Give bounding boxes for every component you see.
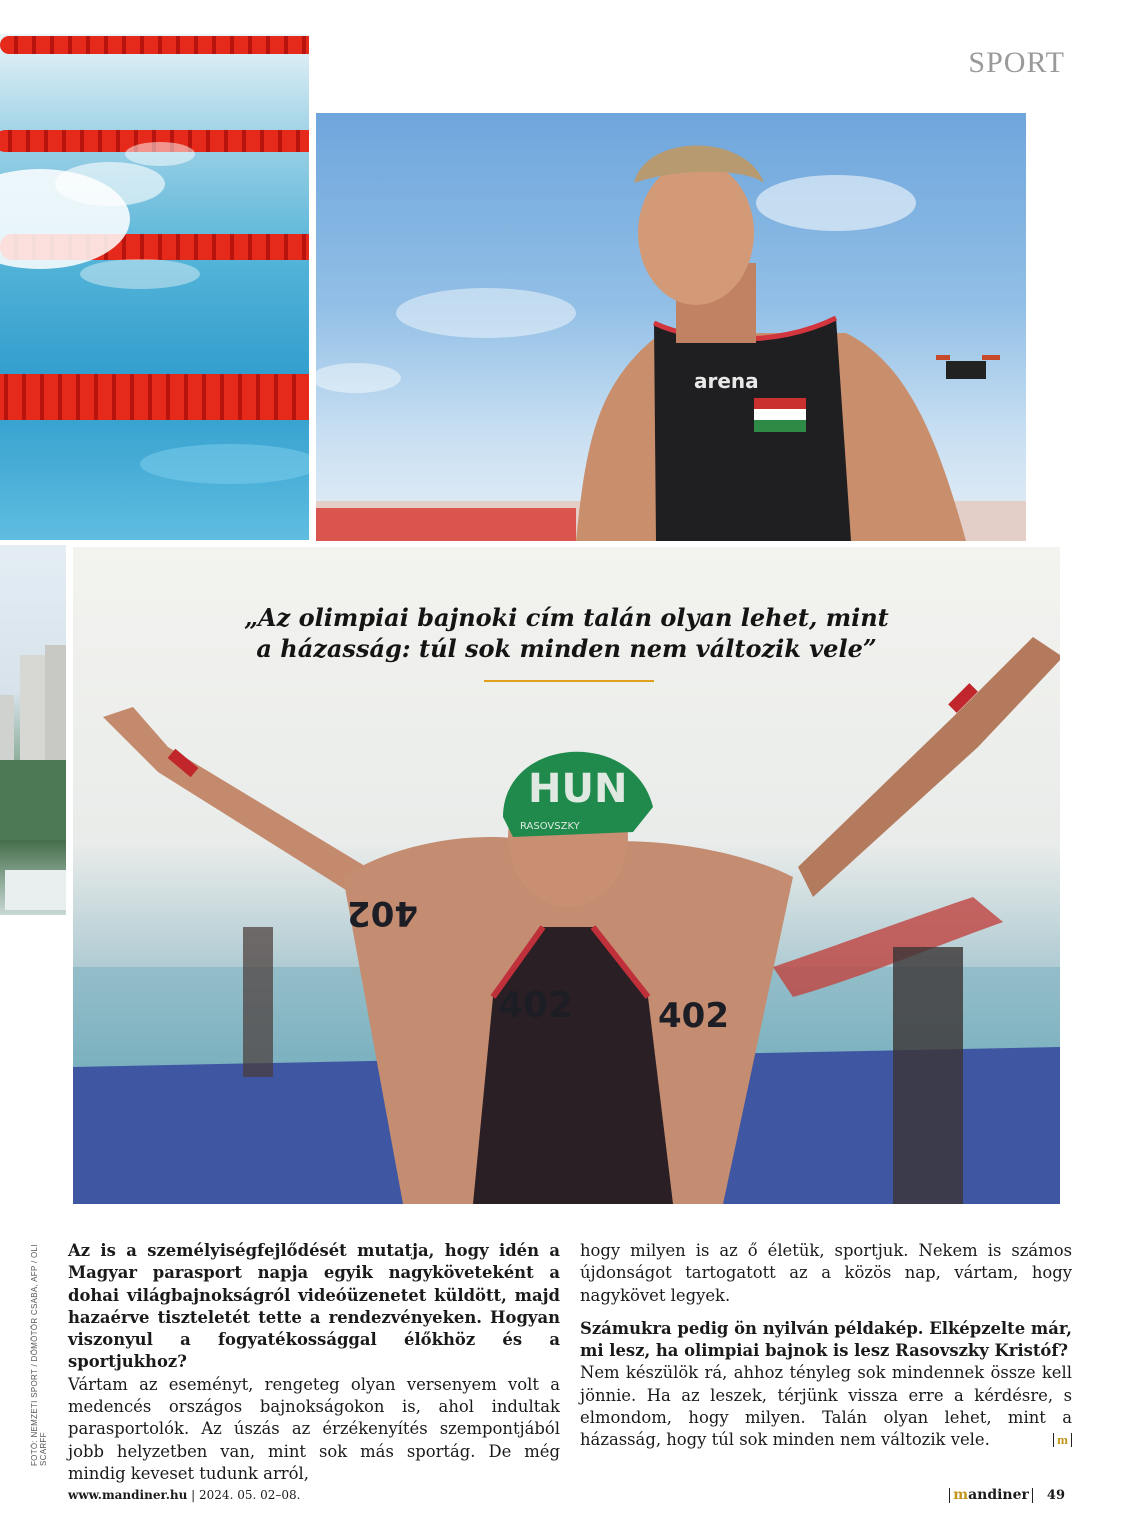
pull-quote-line-2: a házasság: túl sok minden nem változik vele” [256,634,877,663]
strip-illustration [0,545,66,915]
interview-question: Az is a személyiségfejlődését mutatja, hogy idén a Magyar parasport napja egyik nagyköveteként a dohai világbajnokságról videóüzenetet küldött, majd hazaérve tiszteletét tette a rendezvényeken. Hogyan viszonyul a fogyatékossággal élőkhöz és a sportjukhoz? [68,1241,560,1372]
brand-logo-rest: andiner [968,1487,1029,1503]
article-column-right [580,1240,1072,1452]
quote-divider [484,680,654,682]
brand-logo-m: m [953,1487,969,1503]
water-splash [0,34,309,540]
pull-quote [73,602,1060,664]
interview-answer [580,1362,1072,1451]
interview-answer-text: Nem készülök rá, ahhoz tényleg sok mindennek össze kell jönnie. Ha az leszek, térjünk vissza erre a kérdésre, s elmondom, hogy milyen. Talán olyan lehet, mint a házasság, hogy túl sok minden nem változik vele. [580,1363,1072,1450]
back-number-left: 402 [498,985,574,1026]
photo-credit: FOTÓ: NEMZETI SPORT / DÖMÖTÖR CSABA, AFP / OLI SCARFF [30,1244,48,1466]
section-label: SPORT [968,46,1065,79]
pull-quote-line-1: „Az olimpiai bajnoki cím talán olyan lehet, mint [244,603,889,632]
interview-question: Számukra pedig ön nyilván példakép. Elképzelte már, mi lesz, ha olimpiai bajnok is lesz Rasovszky Kristóf? [580,1318,1072,1361]
swimmer-portrait-photo [316,113,1026,541]
swimmer-celebration-photo [73,547,1060,1204]
suit-logo-text: arena [694,369,759,393]
cap-text: HUN [528,766,628,812]
page-number: 49 [1046,1488,1065,1503]
interview-answer-continued: hogy milyen is az ő életük, sportjuk. Nekem is számos újdonságot tartogatott az a közös nap, vártam, hogy nagykövet legyek. [580,1241,1072,1305]
pool-photo [0,34,309,540]
cap-name-text: RASOVSZKY [520,821,580,832]
footer-url: www.mandiner.hu [68,1488,188,1502]
back-number-right: 402 [658,996,729,1036]
arm-number: 402 [347,893,418,933]
footer-left [68,1488,300,1502]
buildings-strip-photo [0,545,66,915]
footer-date: 2024. 05. 02–08. [199,1488,301,1502]
portrait-illustration [316,113,1026,541]
footer-right [949,1488,1065,1503]
footer-separator: | [191,1488,196,1502]
brand-logo [949,1488,1033,1503]
interview-answer: Vártam az eseményt, rengeteg olyan versenyem volt a medencés országos bajnokságokon is, ahol indultak parasportolók. Az úszás az érzékenyítés szempontjából jobb helyzetben van, mint sok más sportág. De még mindig keveset tudunk arról, [68,1374,560,1483]
article-column-left [68,1240,560,1485]
end-of-article-mark: m [1053,1433,1072,1447]
drone-icon [936,355,1000,379]
